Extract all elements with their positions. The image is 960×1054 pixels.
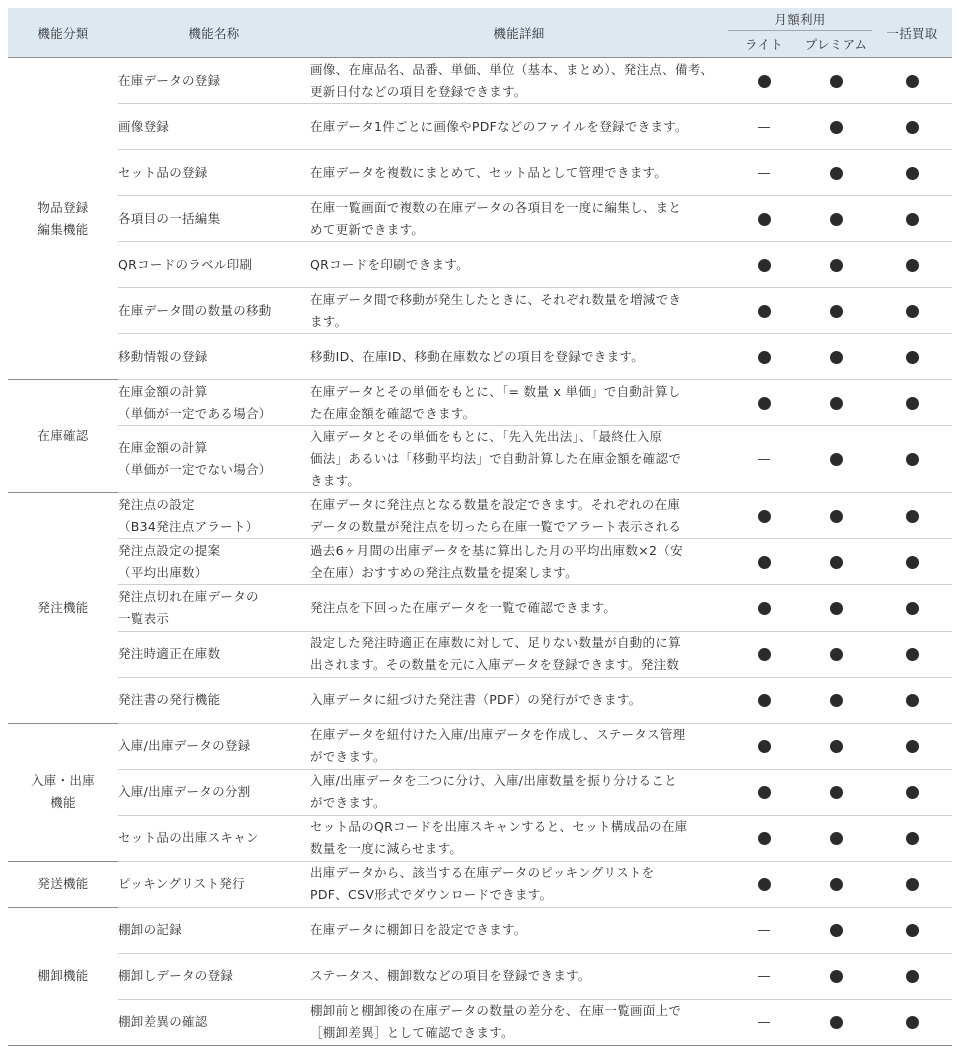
available-dot-icon	[758, 259, 771, 272]
available-dot-icon	[906, 832, 919, 845]
plan-premium-cell	[800, 953, 872, 999]
feature-detail-cell	[310, 58, 728, 104]
table-row	[8, 815, 952, 861]
table-row	[8, 380, 952, 426]
available-dot-icon	[906, 602, 919, 615]
available-dot-icon	[906, 648, 919, 661]
plan-lite-cell	[728, 334, 800, 380]
feature-detail-cell	[310, 677, 728, 723]
feature-name: 発注時適正在庫数	[118, 646, 221, 662]
table-row	[8, 723, 952, 769]
available-dot-icon	[906, 453, 919, 466]
feature-detail-cell	[310, 288, 728, 334]
feature-name: 一覧表示	[118, 610, 170, 626]
plan-premium-cell	[800, 426, 872, 493]
available-dot-icon	[758, 351, 771, 364]
plan-lumpsum-cell	[872, 723, 952, 769]
available-dot-icon	[906, 167, 919, 180]
unavailable-dash-icon	[758, 976, 770, 977]
available-dot-icon	[758, 397, 771, 410]
available-dot-icon	[906, 740, 919, 753]
feature-name-cell	[118, 493, 310, 539]
feature-detail: 在庫データとその単価をもとに、「= 数量 x 単価」で自動計算し	[310, 383, 681, 399]
feature-name: 発注点切れ在庫データの	[118, 588, 259, 604]
plan-lumpsum-cell	[872, 242, 952, 288]
plan-lite-cell	[728, 196, 800, 242]
available-dot-icon	[906, 878, 919, 891]
feature-table-body	[8, 58, 952, 1046]
plan-lumpsum-cell	[872, 677, 952, 723]
available-dot-icon	[906, 970, 919, 983]
available-dot-icon	[830, 556, 843, 569]
plan-lite-cell	[728, 426, 800, 493]
table-row	[8, 861, 952, 907]
table-row	[8, 288, 952, 334]
feature-detail-cell	[310, 631, 728, 677]
plan-lumpsum-cell	[872, 58, 952, 104]
available-dot-icon	[830, 740, 843, 753]
feature-name: QRコードのラベル印刷	[118, 256, 253, 272]
feature-detail-cell	[310, 493, 728, 539]
feature-name: 移動情報の登録	[118, 348, 208, 364]
plan-lumpsum-cell	[872, 104, 952, 150]
feature-detail: 棚卸前と棚卸後の在庫データの数量の差分を、在庫一覧画面上で	[310, 1003, 682, 1019]
available-dot-icon	[758, 510, 771, 523]
plan-lumpsum-cell	[872, 196, 952, 242]
available-dot-icon	[830, 1016, 843, 1029]
plan-lite-cell	[728, 585, 800, 631]
plan-premium-cell	[800, 723, 872, 769]
feature-name: 入庫/出庫データの分割	[118, 784, 251, 800]
available-dot-icon	[758, 832, 771, 845]
available-dot-icon	[830, 453, 843, 466]
plan-lumpsum-cell	[872, 493, 952, 539]
feature-name: 発注書の発行機能	[118, 692, 221, 708]
feature-name-cell	[118, 58, 310, 104]
feature-detail: 出庫データから、該当する在庫データのピッキングリストを	[310, 865, 655, 881]
header-detail: 機能詳細	[310, 8, 728, 58]
feature-name: 在庫金額の計算	[118, 440, 208, 456]
feature-detail-cell	[310, 104, 728, 150]
header-lite: ライト	[728, 31, 800, 58]
feature-detail-cell	[310, 907, 728, 953]
feature-detail: 在庫データを紐付けた入庫/出庫データを作成し、ステータス管理	[310, 727, 686, 743]
available-dot-icon	[830, 351, 843, 364]
feature-detail: 設定した発注時適正在庫数に対して、足りない数量が自動的に算	[310, 635, 681, 651]
feature-detail: 在庫データに発注点となる数量を設定できます。それぞれの在庫	[310, 496, 681, 512]
feature-detail-cell	[310, 585, 728, 631]
feature-name: （平均出庫数）	[118, 564, 208, 580]
feature-detail-cell	[310, 953, 728, 999]
feature-detail-cell	[310, 815, 728, 861]
unavailable-dash-icon	[758, 459, 770, 460]
feature-name: 発注点設定の提案	[118, 542, 221, 558]
plan-lite-cell	[728, 815, 800, 861]
available-dot-icon	[830, 305, 843, 318]
feature-detail: 発注点を下回った在庫データを一覧で確認できます。	[310, 599, 617, 615]
feature-detail-cell	[310, 769, 728, 815]
plan-premium-cell	[800, 104, 872, 150]
category-cell	[8, 58, 118, 380]
available-dot-icon	[830, 832, 843, 845]
feature-detail: 在庫一覧画面で複数の在庫データの各項目を一度に編集し、まと	[310, 199, 682, 215]
feature-name: 棚卸の記録	[118, 922, 183, 938]
plan-premium-cell	[800, 150, 872, 196]
plan-premium-cell	[800, 380, 872, 426]
plan-lite-cell	[728, 242, 800, 288]
plan-lumpsum-cell	[872, 334, 952, 380]
feature-name: （単価が一定である場合）	[118, 405, 272, 421]
feature-name: 在庫金額の計算	[118, 383, 208, 399]
feature-name: 発注点の設定	[118, 496, 195, 512]
feature-name-cell	[118, 585, 310, 631]
feature-detail-cell	[310, 861, 728, 907]
plan-lite-cell	[728, 907, 800, 953]
plan-premium-cell	[800, 288, 872, 334]
table-row	[8, 334, 952, 380]
plan-lite-cell	[728, 861, 800, 907]
feature-comparison-table	[8, 8, 952, 1046]
plan-premium-cell	[800, 493, 872, 539]
feature-detail: 在庫データに棚卸日を設定できます。	[310, 922, 527, 938]
plan-premium-cell	[800, 242, 872, 288]
feature-name-cell	[118, 150, 310, 196]
available-dot-icon	[830, 786, 843, 799]
available-dot-icon	[906, 351, 919, 364]
table-row	[8, 677, 952, 723]
unavailable-dash-icon	[758, 173, 770, 174]
plan-premium-cell	[800, 907, 872, 953]
feature-detail: PDF、CSV形式でダウンロードできます。	[310, 887, 553, 903]
header-premium: プレミアム	[800, 31, 872, 58]
table-row	[8, 907, 952, 953]
feature-name-cell	[118, 196, 310, 242]
plan-lumpsum-cell	[872, 288, 952, 334]
feature-name-cell	[118, 815, 310, 861]
plan-lite-cell	[728, 104, 800, 150]
feature-name-cell	[118, 999, 310, 1045]
feature-detail: 移動ID、在庫ID、移動在庫数などの項目を登録できます。	[310, 348, 645, 364]
available-dot-icon	[758, 740, 771, 753]
feature-detail-cell	[310, 380, 728, 426]
feature-name-cell	[118, 769, 310, 815]
feature-detail: 更新日付などの項目を登録できます。	[310, 83, 527, 99]
feature-detail-cell	[310, 150, 728, 196]
feature-detail-cell	[310, 196, 728, 242]
feature-name-cell	[118, 723, 310, 769]
feature-detail: た在庫金額を確認できます。	[310, 405, 476, 421]
plan-lite-cell	[728, 58, 800, 104]
header-monthly: 月額利用	[728, 8, 872, 31]
plan-premium-cell	[800, 585, 872, 631]
available-dot-icon	[906, 786, 919, 799]
available-dot-icon	[830, 694, 843, 707]
available-dot-icon	[906, 259, 919, 272]
feature-detail: きます。	[310, 473, 361, 489]
category-cell	[8, 493, 118, 723]
feature-detail-cell	[310, 426, 728, 493]
plan-lumpsum-cell	[872, 380, 952, 426]
table-row	[8, 539, 952, 585]
plan-lumpsum-cell	[872, 999, 952, 1045]
plan-premium-cell	[800, 196, 872, 242]
plan-lumpsum-cell	[872, 631, 952, 677]
table-row	[8, 150, 952, 196]
available-dot-icon	[906, 510, 919, 523]
feature-name: 入庫/出庫データの登録	[118, 738, 251, 754]
available-dot-icon	[830, 397, 843, 410]
feature-detail: 全在庫）おすすめの発注点数量を提案します。	[310, 564, 578, 580]
plan-lumpsum-cell	[872, 426, 952, 493]
table-row	[8, 999, 952, 1045]
feature-name: （B34発注点アラート）	[118, 518, 259, 534]
unavailable-dash-icon	[758, 1022, 770, 1023]
feature-detail-cell	[310, 723, 728, 769]
plan-lite-cell	[728, 493, 800, 539]
feature-detail-cell	[310, 334, 728, 380]
feature-detail: ます。	[310, 313, 348, 329]
available-dot-icon	[830, 75, 843, 88]
plan-premium-cell	[800, 58, 872, 104]
table-row	[8, 104, 952, 150]
feature-detail: ができます。	[310, 795, 386, 811]
feature-name-cell	[118, 539, 310, 585]
unavailable-dash-icon	[758, 930, 770, 931]
table-row	[8, 585, 952, 631]
unavailable-dash-icon	[758, 127, 770, 128]
plan-lite-cell	[728, 288, 800, 334]
feature-detail: 出されます。その数量を元に入庫データを登録できます。発注数	[310, 657, 680, 673]
feature-detail: ができます。	[310, 749, 386, 765]
available-dot-icon	[758, 75, 771, 88]
feature-detail: 在庫データを複数にまとめて、セット品として管理できます。	[310, 164, 668, 180]
category-cell	[8, 723, 118, 861]
feature-name-cell	[118, 334, 310, 380]
available-dot-icon	[758, 213, 771, 226]
plan-premium-cell	[800, 677, 872, 723]
feature-name-cell	[118, 677, 310, 723]
feature-name-cell	[118, 907, 310, 953]
category-label: 入庫・出庫	[30, 773, 95, 789]
available-dot-icon	[830, 510, 843, 523]
feature-name: 棚卸しデータの登録	[118, 968, 234, 984]
feature-detail: ［棚卸差異］として確認できます。	[310, 1025, 514, 1041]
plan-lite-cell	[728, 723, 800, 769]
feature-name-cell	[118, 242, 310, 288]
plan-lumpsum-cell	[872, 907, 952, 953]
feature-name: 在庫データ間の数量の移動	[118, 302, 272, 318]
category-cell	[8, 861, 118, 907]
available-dot-icon	[906, 213, 919, 226]
feature-name: 各項目の一括編集	[118, 210, 221, 226]
feature-name: ピッキングリスト発行	[118, 876, 245, 892]
available-dot-icon	[906, 1016, 919, 1029]
feature-detail-cell	[310, 539, 728, 585]
feature-name: （単価が一定でない場合）	[118, 462, 272, 478]
available-dot-icon	[906, 397, 919, 410]
plan-lumpsum-cell	[872, 953, 952, 999]
feature-name: 在庫データの登録	[118, 72, 221, 88]
available-dot-icon	[758, 556, 771, 569]
feature-detail: 入庫/出庫データを二つに分け、入庫/出庫数量を振り分けること	[310, 773, 677, 789]
table-row	[8, 196, 952, 242]
category-label: 発送機能	[37, 876, 89, 892]
available-dot-icon	[830, 648, 843, 661]
feature-detail: 入庫データに紐づけた発注書（PDF）の発行ができます。	[310, 692, 642, 708]
plan-lite-cell	[728, 769, 800, 815]
available-dot-icon	[758, 878, 771, 891]
available-dot-icon	[830, 121, 843, 134]
available-dot-icon	[830, 878, 843, 891]
feature-name-cell	[118, 426, 310, 493]
feature-name-cell	[118, 631, 310, 677]
plan-lumpsum-cell	[872, 150, 952, 196]
plan-lite-cell	[728, 999, 800, 1045]
plan-premium-cell	[800, 999, 872, 1045]
plan-lumpsum-cell	[872, 861, 952, 907]
plan-premium-cell	[800, 769, 872, 815]
plan-lite-cell	[728, 150, 800, 196]
plan-lumpsum-cell	[872, 815, 952, 861]
available-dot-icon	[906, 75, 919, 88]
feature-detail-cell	[310, 999, 728, 1045]
category-label: 物品登録	[37, 199, 89, 215]
available-dot-icon	[758, 305, 771, 318]
table-row	[8, 426, 952, 493]
feature-detail: データの数量が発注点を切ったら在庫一覧でアラート表示される	[310, 518, 682, 534]
available-dot-icon	[758, 648, 771, 661]
plan-premium-cell	[800, 334, 872, 380]
category-label: 発注機能	[37, 599, 89, 615]
feature-detail: セット品のQRコードを出庫スキャンすると、セット構成品の在庫	[310, 819, 688, 835]
feature-name-cell	[118, 861, 310, 907]
plan-lite-cell	[728, 677, 800, 723]
feature-detail: 画像、在庫品名、品番、単価、単位（基本、まとめ）、発注点、備考、	[310, 61, 714, 77]
feature-name-cell	[118, 288, 310, 334]
category-label: 機能	[50, 795, 76, 811]
available-dot-icon	[758, 694, 771, 707]
plan-lumpsum-cell	[872, 585, 952, 631]
available-dot-icon	[906, 121, 919, 134]
feature-name-cell	[118, 953, 310, 999]
category-cell	[8, 907, 118, 1045]
feature-name-cell	[118, 380, 310, 426]
table-row	[8, 769, 952, 815]
available-dot-icon	[830, 167, 843, 180]
feature-name-cell	[118, 104, 310, 150]
available-dot-icon	[906, 556, 919, 569]
header-category: 機能分類	[8, 8, 118, 58]
plan-premium-cell	[800, 815, 872, 861]
plan-premium-cell	[800, 861, 872, 907]
category-label: 編集機能	[37, 221, 89, 237]
plan-lumpsum-cell	[872, 769, 952, 815]
feature-detail: めて更新できます。	[310, 221, 425, 237]
available-dot-icon	[830, 970, 843, 983]
plan-lite-cell	[728, 539, 800, 585]
feature-name: 画像登録	[118, 118, 170, 134]
feature-name: セット品の登録	[118, 164, 208, 180]
feature-detail: 在庫データ1件ごとに画像やPDFなどのファイルを登録できます。	[310, 118, 688, 134]
plan-lite-cell	[728, 953, 800, 999]
available-dot-icon	[830, 213, 843, 226]
category-cell	[8, 380, 118, 493]
feature-detail: QRコードを印刷できます。	[310, 256, 469, 272]
plan-premium-cell	[800, 631, 872, 677]
category-label: 在庫確認	[37, 428, 89, 444]
feature-detail: 過去6ヶ月間の出庫データを基に算出した月の平均出庫数×2（安	[310, 542, 683, 558]
table-row	[8, 242, 952, 288]
available-dot-icon	[830, 602, 843, 615]
available-dot-icon	[830, 924, 843, 937]
plan-lumpsum-cell	[872, 539, 952, 585]
feature-detail-cell	[310, 242, 728, 288]
plan-lite-cell	[728, 380, 800, 426]
feature-detail: 価法」あるいは「移動平均法」で自動計算した在庫金額を確認で	[310, 451, 682, 467]
table-row	[8, 58, 952, 104]
header-name: 機能名称	[118, 8, 310, 58]
plan-premium-cell	[800, 539, 872, 585]
category-label: 棚卸機能	[37, 968, 89, 984]
available-dot-icon	[906, 924, 919, 937]
available-dot-icon	[906, 694, 919, 707]
available-dot-icon	[830, 259, 843, 272]
available-dot-icon	[758, 786, 771, 799]
plan-lite-cell	[728, 631, 800, 677]
feature-detail: ステータス、棚卸数などの項目を登録できます。	[310, 968, 591, 984]
table-row	[8, 493, 952, 539]
feature-name: 棚卸差異の確認	[118, 1014, 208, 1030]
feature-detail: 数量を一度に減らせます。	[310, 841, 463, 857]
available-dot-icon	[758, 602, 771, 615]
feature-name: セット品の出庫スキャン	[118, 830, 259, 846]
header-lumpsum: 一括買取	[872, 8, 952, 58]
table-row	[8, 953, 952, 999]
feature-detail: 入庫データとその単価をもとに、「先入先出法」、「最終仕入原	[310, 429, 663, 445]
table-row	[8, 631, 952, 677]
available-dot-icon	[906, 305, 919, 318]
feature-detail: 在庫データ間で移動が発生したときに、それぞれ数量を増減でき	[310, 291, 682, 307]
